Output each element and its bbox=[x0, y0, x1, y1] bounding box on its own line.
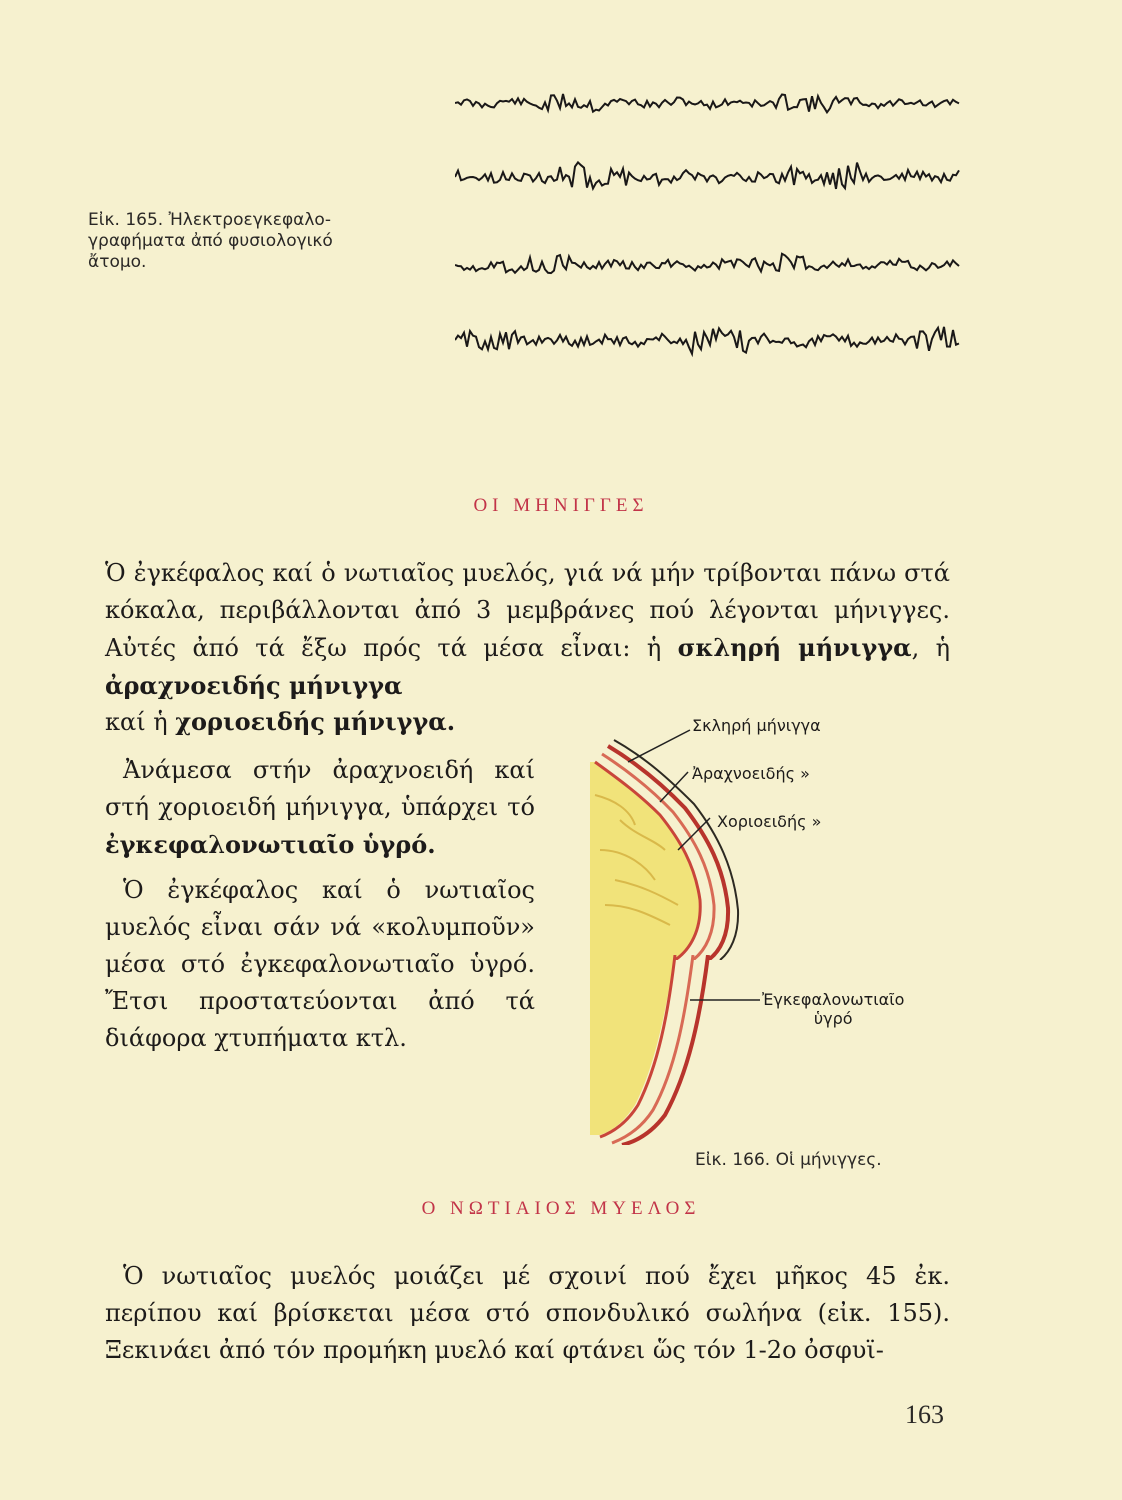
page-number: 163 bbox=[905, 1400, 944, 1429]
text-run: , ἡ bbox=[911, 634, 950, 662]
label-pia: Χοριοειδής » bbox=[717, 812, 822, 831]
label-csf-line: ὑγρό bbox=[813, 1009, 853, 1028]
label-csf bbox=[762, 990, 904, 1028]
paragraph-meninges-intro bbox=[105, 555, 950, 705]
section-heading-spinal-cord: Ο ΝΩΤΙΑΙΟΣ ΜΥΕΛΟΣ bbox=[421, 1198, 701, 1219]
label-csf-line: Ἐγκεφαλονωτιαῖο bbox=[762, 990, 905, 1009]
paragraph-meninges-intro-cont bbox=[105, 703, 535, 741]
brain-tissue bbox=[590, 762, 700, 960]
eeg-trace-3 bbox=[455, 254, 959, 273]
term-pia: χοριοειδής μήνιγγα. bbox=[175, 707, 456, 736]
paragraph-floating: Ὁ ἐγκέφαλος καί ὁ νωτιαῖος μυελός εἶναι σάν νά «κολυμποῦν» μέσα στό ἐγκεφαλονωτιαῖο ὑγρό. Ἔτσι προστατεύονται ἀπό τά διάφορα χτυπήματα κτλ. bbox=[105, 876, 535, 1052]
brain-tissue-lower bbox=[590, 955, 675, 1135]
figure-166-caption: Εἰκ. 166. Οἱ μήνιγγες. bbox=[695, 1150, 882, 1170]
eeg-trace-1 bbox=[455, 94, 959, 112]
caption-line: Εἰκ. 165. Ἠλεκτροεγκεφαλο- bbox=[88, 210, 331, 230]
paragraph-spinal-cord: Ὁ νωτιαῖος μυελός μοιάζει μέ σχοινί πού ἔχει μῆκος 45 ἐκ. περίπου καί βρίσκεται μέσα στό σπονδυλικό σωλήνα (εἰκ. 155). Ξεκινάει ἀπό τόν προμήκη μυελό καί φτάνει ὥς τόν 1-2ο ὀσφυϊ- bbox=[105, 1262, 950, 1364]
caption-line: γραφήματα ἀπό φυσιολογικό bbox=[88, 231, 333, 251]
eeg-trace-2 bbox=[455, 162, 959, 189]
section-heading-meninges: ΟΙ ΜΗΝΙΓΓΕΣ bbox=[473, 495, 649, 516]
eeg-figure bbox=[455, 85, 965, 375]
caption-line: ἄτομο. bbox=[88, 252, 147, 272]
paragraph-csf bbox=[105, 752, 535, 864]
leader-line-dura bbox=[628, 730, 690, 762]
text-run: καί ἡ bbox=[105, 708, 176, 736]
meninges-diagram-lower bbox=[560, 955, 820, 1145]
figure-165-caption bbox=[88, 210, 408, 273]
label-dura: Σκληρή μήνιγγα bbox=[692, 716, 821, 735]
term-arachnoid: ἀραχνοειδής μήνιγγα bbox=[105, 671, 403, 700]
eeg-trace-4 bbox=[455, 327, 959, 354]
term-dura: σκληρή μήνιγγα bbox=[677, 633, 912, 662]
text-run: Ὁ ἐγκέφαλος καί ὁ νωτιαῖος μυελός, γιά νά μήν τρίβονται πάνω στά κόκαλα, περιβάλλονται ἀπό 3 μεμβράνες πού λέγονται μήνιγγες. Αὐτές ἀπό τά ἔξω πρός τά μέσα εἶναι: ἡ bbox=[105, 559, 950, 662]
label-arachnoid: Ἀραχνοειδής » bbox=[692, 764, 810, 783]
term-csf: ἐγκεφαλονωτιαῖο ὑγρό. bbox=[105, 830, 436, 859]
text-run: Ἀνάμεσα στήν ἀραχνοειδή καί στή χοριοειδή μήνιγγα, ὑπάρχει τό bbox=[105, 756, 535, 821]
